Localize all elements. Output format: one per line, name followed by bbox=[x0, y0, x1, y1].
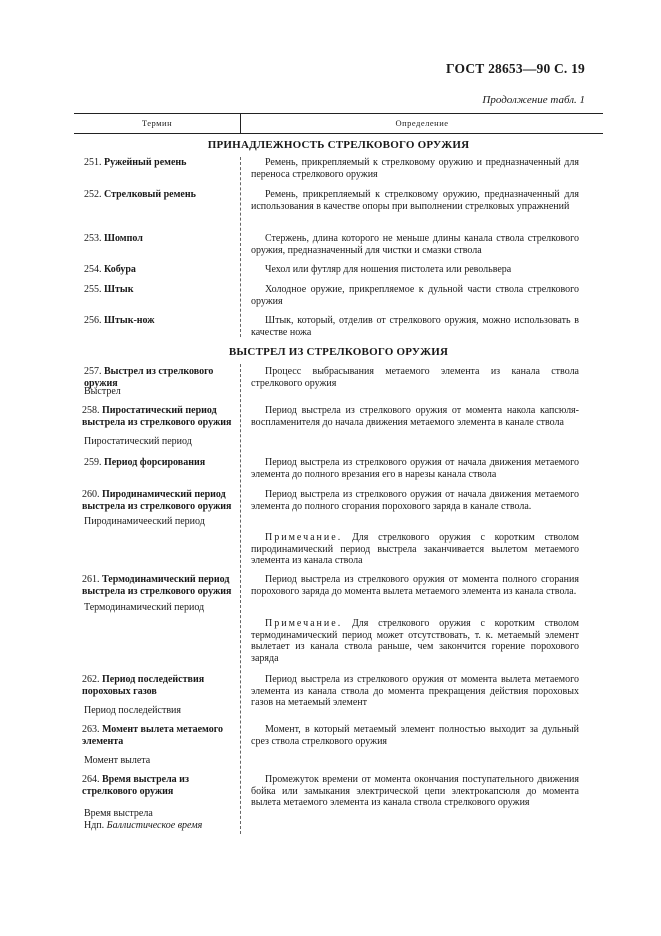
definition: Период выстрела из стрелкового оружия от начала движения метаемого элемента до полного сгорания порохового заряда в канале ствола. bbox=[251, 489, 579, 512]
term-entry: 253. Шомпол bbox=[84, 233, 143, 244]
term-synonym: Время выстрела bbox=[84, 808, 153, 819]
term-entry: 258. Пиростатический период выстрела из стрелкового оружия bbox=[82, 405, 232, 428]
term-synonym: Период последействия bbox=[84, 705, 182, 716]
term-entry: 264. Время выстрела из стрелкового оружия bbox=[82, 774, 189, 797]
definition: Период выстрела из стрелкового оружия от момента накола капсюля-воспламенителя до начала движения метаемого элемента в канале ствола bbox=[251, 405, 579, 428]
section-title: ВЫСТРЕЛ ИЗ СТРЕЛКОВОГО ОРУЖИЯ bbox=[228, 346, 449, 358]
term-entry: 262. Период последействия пороховых газов bbox=[82, 674, 205, 697]
page-header: ГОСТ 28653—90 С. 19 bbox=[446, 61, 585, 76]
term-entry: 252. Стрелковый ремень bbox=[84, 189, 196, 200]
term-entry: 263. Момент вылета метаемого элемента bbox=[82, 724, 224, 747]
definition: Ремень, прикрепляемый к стрелковому оружию и предназначенный для переноса стрелкового оружия bbox=[251, 157, 579, 180]
definition: Момент, в который метаемый элемент полностью выходит за дульный срез ствола стрелкового оружия bbox=[251, 724, 579, 747]
term-synonym: Момент вылета bbox=[84, 755, 151, 766]
definition: Штык, который, отделив от стрелкового оружия, можно использовать в качестве ножа bbox=[251, 315, 579, 338]
term-synonym: Пиростатический период bbox=[84, 436, 192, 447]
column-divider bbox=[240, 364, 241, 834]
term-entry: 261. Термодинамический период выстрела из стрелкового оружия bbox=[82, 574, 232, 597]
term-synonym: Термодинамический период bbox=[84, 602, 205, 613]
definition: Период выстрела из стрелкового оружия от момента вылета метаемого элемента из канала ствола до момента прекращения действия пороховых газов на метаемый элемент bbox=[251, 674, 579, 708]
definition: Чехол или футляр для ношения пистолета или револьвера bbox=[265, 264, 512, 275]
term-entry: 259. Период форсирования bbox=[84, 457, 206, 468]
table-header-rule bbox=[74, 133, 603, 134]
term-entry: 255. Штык bbox=[84, 284, 134, 295]
definition: Период выстрела из стрелкового оружия от начала движения метаемого элемента до полного врезания его в нарезы канала ствола bbox=[251, 457, 579, 480]
definition-note: Примечание. Для стрелкового оружия с коротким стволом термодинамический период может отсутствовать, т. к. метаемый элемент вылетает из канала ствола раньше, чем закончится горение порохового заряда bbox=[251, 618, 580, 664]
definition: Период выстрела из стрелкового оружия от момента полного сгорания порохового заряда до момента вылета метаемого элемента из канала ствола. bbox=[251, 574, 579, 597]
column-header-term: Термин bbox=[141, 118, 173, 128]
definition: Промежуток времени от момента окончания поступательного движения бойка или замыкания электрической цепи электрокапсюля до момента вылета метаемого элемента из канала ствола стрелкового оружия bbox=[251, 774, 579, 808]
definition-note: Примечание. Для стрелкового оружия с коротким стволом пиродинамический период выстрела заканчивается вылетом метаемого элемента из канала ствола bbox=[251, 532, 580, 566]
section-title: ПРИНАДЛЕЖНОСТЬ СТРЕЛКОВОГО ОРУЖИЯ bbox=[207, 139, 470, 151]
definition: Ремень, прикрепляемый к стрелковому оружию, предназначенный для использования в качестве опоры при выполнении стрелковых упражнений bbox=[251, 189, 579, 212]
term-synonym: Выстрел bbox=[84, 386, 121, 397]
table-continuation: Продолжение табл. 1 bbox=[482, 94, 585, 106]
column-header-definition: Определение bbox=[395, 118, 449, 128]
term-entry: 254. Кобура bbox=[84, 264, 136, 275]
table-top-rule bbox=[74, 113, 603, 114]
term-deprecated: Ндп. Баллистическое время bbox=[84, 820, 203, 831]
definition: Холодное оружие, прикрепляемое к дульной части ствола стрелкового оружия bbox=[251, 284, 579, 307]
term-entry: 256. Штык-нож bbox=[84, 315, 155, 326]
column-divider bbox=[240, 157, 241, 337]
definition: Стержень, длина которого не меньше длины канала ствола стрелкового оружия, предназначенный для чистки и смазки ствола bbox=[251, 233, 579, 256]
term-entry: 260. Пиродинамический период выстрела из стрелкового оружия bbox=[82, 489, 232, 512]
term-entry: 257. Выстрел из стрелкового оружия bbox=[84, 366, 214, 389]
term-entry: 251. Ружейный ремень bbox=[84, 157, 187, 168]
term-synonym: Пиродинамичееский период bbox=[84, 516, 205, 527]
definition: Процесс выбрасывания метаемого элемента из канала ствола стрелкового оружия bbox=[251, 366, 579, 389]
